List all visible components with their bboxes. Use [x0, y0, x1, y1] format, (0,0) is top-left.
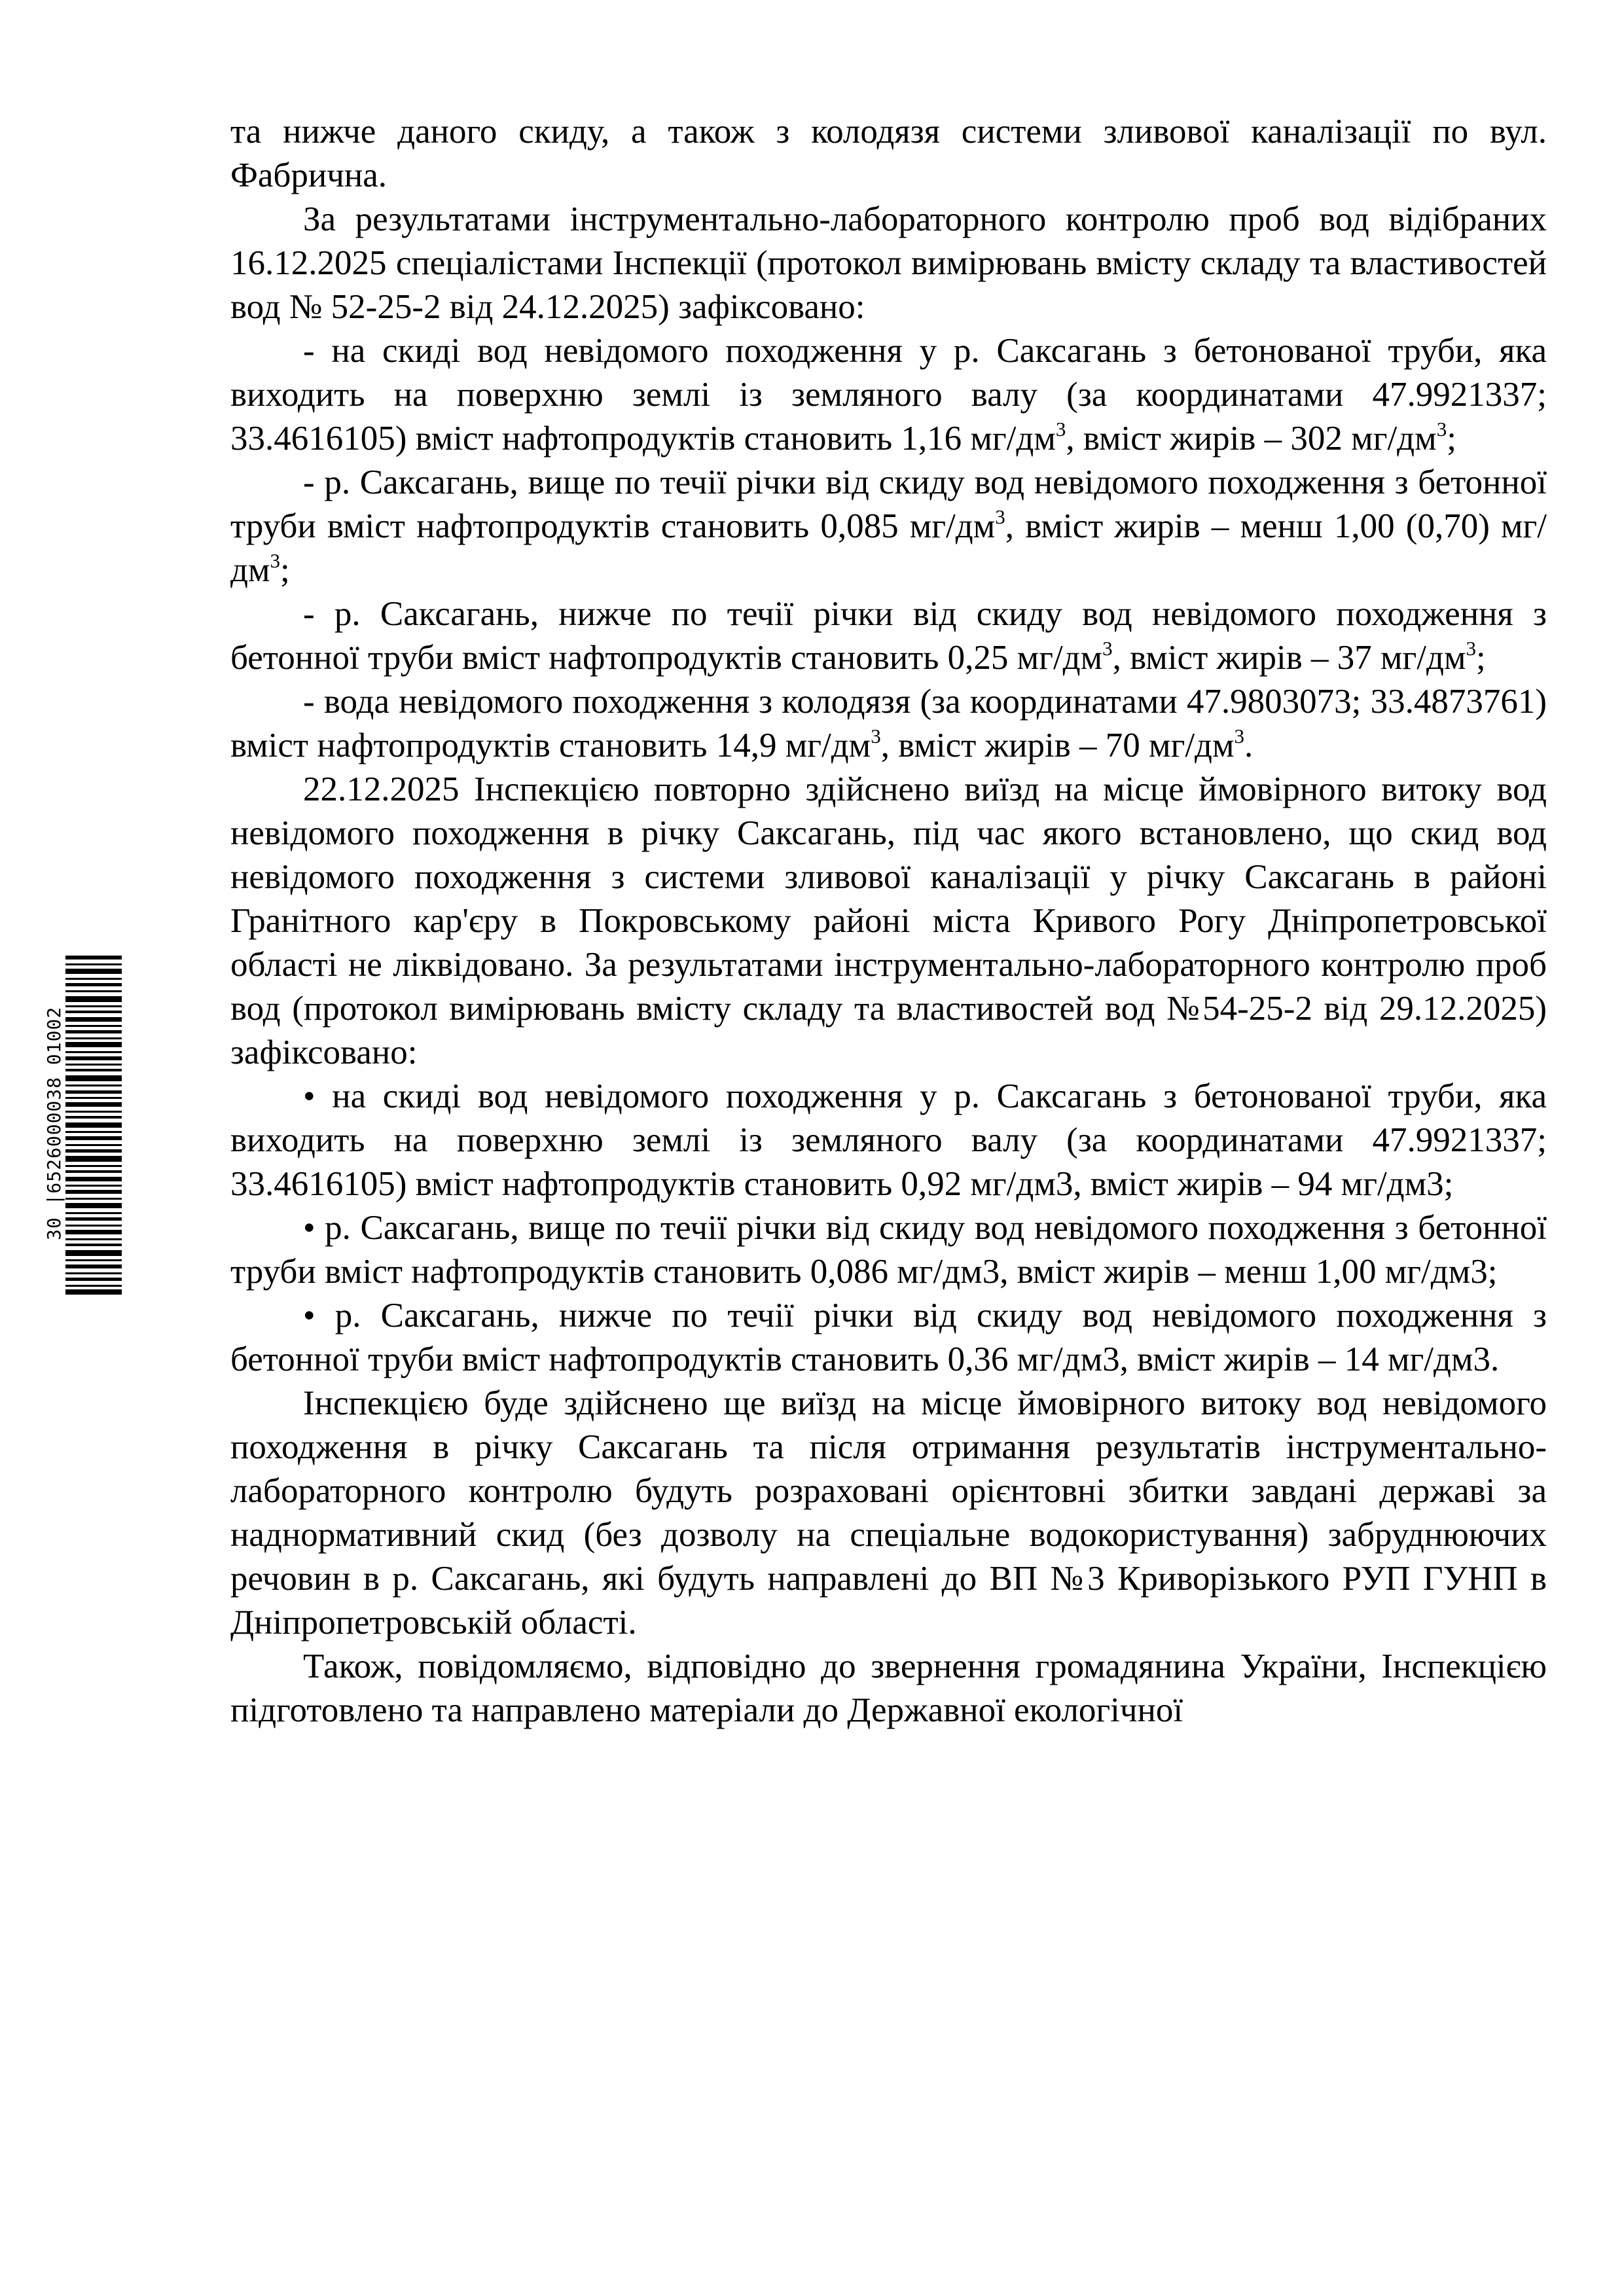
- list-item-4: - р. Саксагань, вище по течії річки від скиду вод невідомого походження з бетонної труби вміст нафтопродуктів становить 0,085 $мг/дм^3$, вміст жирів – менш 1,00 (0,70) $мг/дм^3$;: [230, 463, 1547, 589]
- list-item-5: - р. Саксагань, нижче по течії річки від скиду вод невідомого походження з бетонної труби вміст нафтопродуктів становить 0,25 $мг/дм^3$, вміст жирів – 37 $мг/дм^3$;: [230, 595, 1547, 677]
- paragraph-11: Інспекцією буде здійснено ще виїзд на місце ймовірного витоку вод невідомого походження в річку Саксагань та після отримання результатів інструментально-лабораторного контролю будуть розраховані орієнтовні збитки завдані державі за наднормативний скид (без дозволу на спеціальне водокористування) забруднюючих речовин в р. Саксагань, які будуть направлені до ВП №3 Криворізького РУП ГУНП в Дніпропетровській області.: [230, 1384, 1547, 1641]
- bullet-item-10: • р. Саксагань, нижче по течії річки від скиду вод невідомого походження з бетонної труби вміст нафтопродуктів становить 0,36 мг/дм3, вміст жирів – 14 мг/дм3.: [230, 1297, 1547, 1378]
- paragraph-12: Також, повідомляємо, відповідно до звернення громадянина України, Інспекцією підготовлено та направлено матеріали до Державної екологічної: [230, 1647, 1547, 1729]
- list-item-3: - на скиді вод невідомого походження у р. Саксагань з бетонованої труби, яка виходить на поверхню землі із земляного валу (за координатами 47.9921337; 33.4616105) вміст нафтопродуктів становить 1,16 $мг/дм^3$, вміст жирів – 302 $мг/дм^3$;: [230, 332, 1547, 457]
- paragraph-1: та нижче даного скиду, а також з колодязя системи зливової каналізації по вул. Фабрична.: [230, 113, 1547, 194]
- paragraph-7: 22.12.2025 Інспекцією повторно здійснено виїзд на місце ймовірного витоку вод невідомого походження в річку Саксагань, під час якого встановлено, що скид вод невідомого походження з системи зливової каналізації у річку Саксагань в районі Гранітного кар'єру в Покровському районі міста Кривого Рогу Дніпропетровської області не ліквідовано. За результатами інструментально-лабораторного контролю проб вод (протокол вимірювань вмісту складу та властивостей вод №54-25-2 від 29.12.2025) зафіксовано:: [230, 770, 1547, 1071]
- list-item-6: - вода невідомого походження з колодязя (за координатами 47.9803073; 33.4873761) вміст нафтопродуктів становить 14,9 $мг/дм^3$, вміст жирів – 70 $мг/дм^3$.: [230, 683, 1547, 764]
- bullet-item-9: • р. Саксагань, вище по течії річки від скиду вод невідомого походження з бетонної труби вміст нафтопродуктів становить 0,086 мг/дм3, вміст жирів – менш 1,00 мг/дм3;: [230, 1209, 1547, 1291]
- document-page: [230, 110, 1547, 1732]
- barcode-number: 30 |6526000038 01002: [43, 1006, 65, 1240]
- paragraph-2: За результатами інструментально-лабораторного контролю проб вод відібраних 16.12.2025 спеціалістами Інспекції (протокол вимірювань вмісту складу та властивостей вод № 52-25-2 від 24.12.2025) зафіксовано:: [230, 200, 1547, 326]
- bullet-item-8: • на скиді вод невідомого походження у р. Саксагань з бетонованої труби, яка виходить на поверхню землі із земляного валу (за координатами 47.9921337; 33.4616105) вміст нафтопродуктів становить 0,92 мг/дм3, вміст жирів – 94 мг/дм3;: [230, 1077, 1547, 1203]
